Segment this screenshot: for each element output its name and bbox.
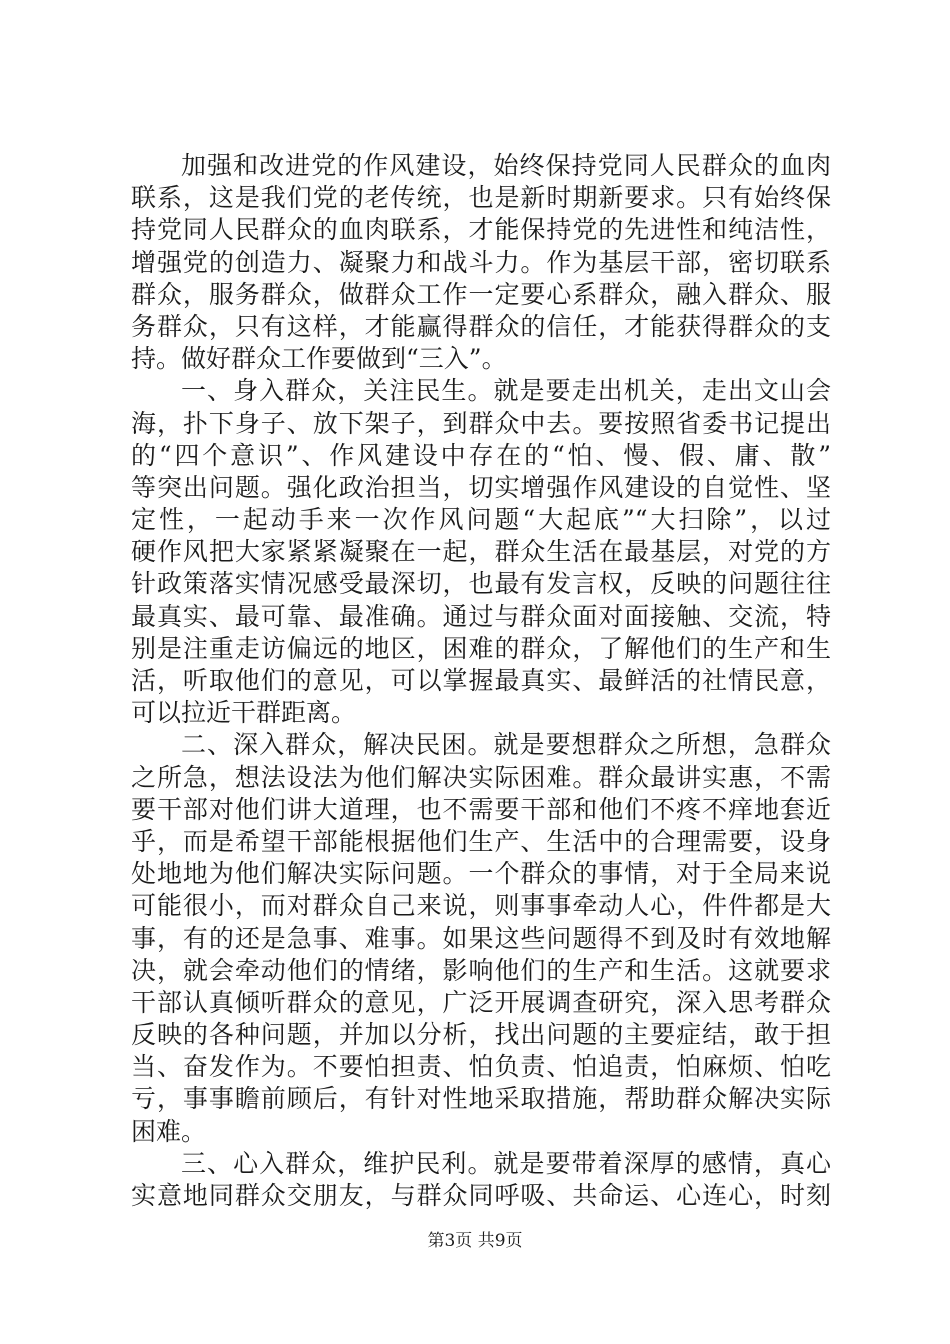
text-line: 的“四个意识”、作风建设中存在的“怕、慢、假、庸、散” xyxy=(131,440,831,470)
text-line: 三、心入群众，维护民利。就是要带着深厚的感情，真心 xyxy=(181,1148,831,1178)
paragraph-section-one xyxy=(131,375,831,729)
text-line: 乎，而是希望干部能根据他们生产、生活中的合理需要，设身 xyxy=(131,826,831,856)
text-line: 别是注重走访偏远的地区，困难的群众，了解他们的生产和生 xyxy=(131,633,831,663)
text-line: 干部认真倾听群众的意见，广泛开展调查研究，深入思考群众 xyxy=(131,987,831,1017)
text-line: 群众，服务群众，做群众工作一定要心系群众，融入群众、服 xyxy=(131,279,831,309)
text-line: 可能很小，而对群众自己来说，则事事牵动人心，件件都是大 xyxy=(131,891,831,921)
text-line: 之所急，想法设法为他们解决实际困难。群众最讲实惠，不需 xyxy=(131,762,831,792)
text-line: 亏，事事瞻前顾后，有针对性地采取措施，帮助群众解决实际 xyxy=(131,1084,831,1114)
text-line: 决，就会牵动他们的情绪，影响他们的生产和生活。这就要求 xyxy=(131,955,831,985)
text-line: 增强党的创造力、凝聚力和战斗力。作为基层干部，密切联系 xyxy=(131,247,831,277)
text-line: 海，扑下身子、放下架子，到群众中去。要按照省委书记提出 xyxy=(131,408,831,438)
page-footer: 第3页 共9页 xyxy=(427,1231,523,1251)
text-line: 针政策落实情况感受最深切，也最有发言权，反映的问题往往 xyxy=(131,569,831,599)
text-line: 反映的各种问题，并加以分析，找出问题的主要症结，敢于担 xyxy=(131,1020,831,1050)
text-line: 加强和改进党的作风建设，始终保持党同人民群众的血肉 xyxy=(181,151,831,180)
document-body xyxy=(131,150,831,1212)
paragraph-section-three xyxy=(131,1148,831,1212)
text-line: 处地地为他们解决实际问题。一个群众的事情，对于全局来说 xyxy=(131,859,831,889)
text-line: 硬作风把大家紧紧凝聚在一起，群众生活在最基层，对党的方 xyxy=(131,537,831,567)
text-line: 定性，一起动手来一次作风问题“大起底”“大扫除”，以过 xyxy=(131,505,831,535)
text-line: 事，有的还是急事、难事。如果这些问题得不到及时有效地解 xyxy=(131,923,831,953)
text-line: 持。做好群众工作要做到“三入”。 xyxy=(131,344,507,374)
text-line: 要干部对他们讲大道理，也不需要干部和他们不疼不痒地套近 xyxy=(131,794,831,824)
text-line: 二、深入群众，解决民困。就是要想群众之所想，急群众 xyxy=(181,730,831,760)
text-line: 实意地同群众交朋友，与群众同呼吸、共命运、心连心，时刻 xyxy=(131,1181,831,1210)
text-line: 持党同人民群众的血肉联系，才能保持党的先进性和纯洁性， xyxy=(131,215,831,245)
text-line: 联系，这是我们党的老传统，也是新时期新要求。只有始终保 xyxy=(131,183,831,213)
paragraph-section-two xyxy=(131,729,831,1147)
text-line: 务群众，只有这样，才能赢得群众的信任，才能获得群众的支 xyxy=(131,311,831,341)
paragraph-intro xyxy=(131,150,831,375)
text-line: 当、奋发作为。不要怕担责、怕负责、怕追责，怕麻烦、怕吃 xyxy=(131,1052,831,1082)
text-line: 一、身入群众，关注民生。就是要走出机关，走出文山会 xyxy=(181,376,831,406)
text-line: 困难。 xyxy=(131,1116,207,1146)
text-line: 可以拉近干群距离。 xyxy=(131,698,357,728)
text-line: 最真实、最可靠、最准确。通过与群众面对面接触、交流，特 xyxy=(131,601,831,631)
text-line: 等突出问题。强化政治担当，切实增强作风建设的自觉性、坚 xyxy=(131,472,831,502)
text-line: 活，听取他们的意见，可以掌握最真实、最鲜活的社情民意， xyxy=(131,666,831,695)
